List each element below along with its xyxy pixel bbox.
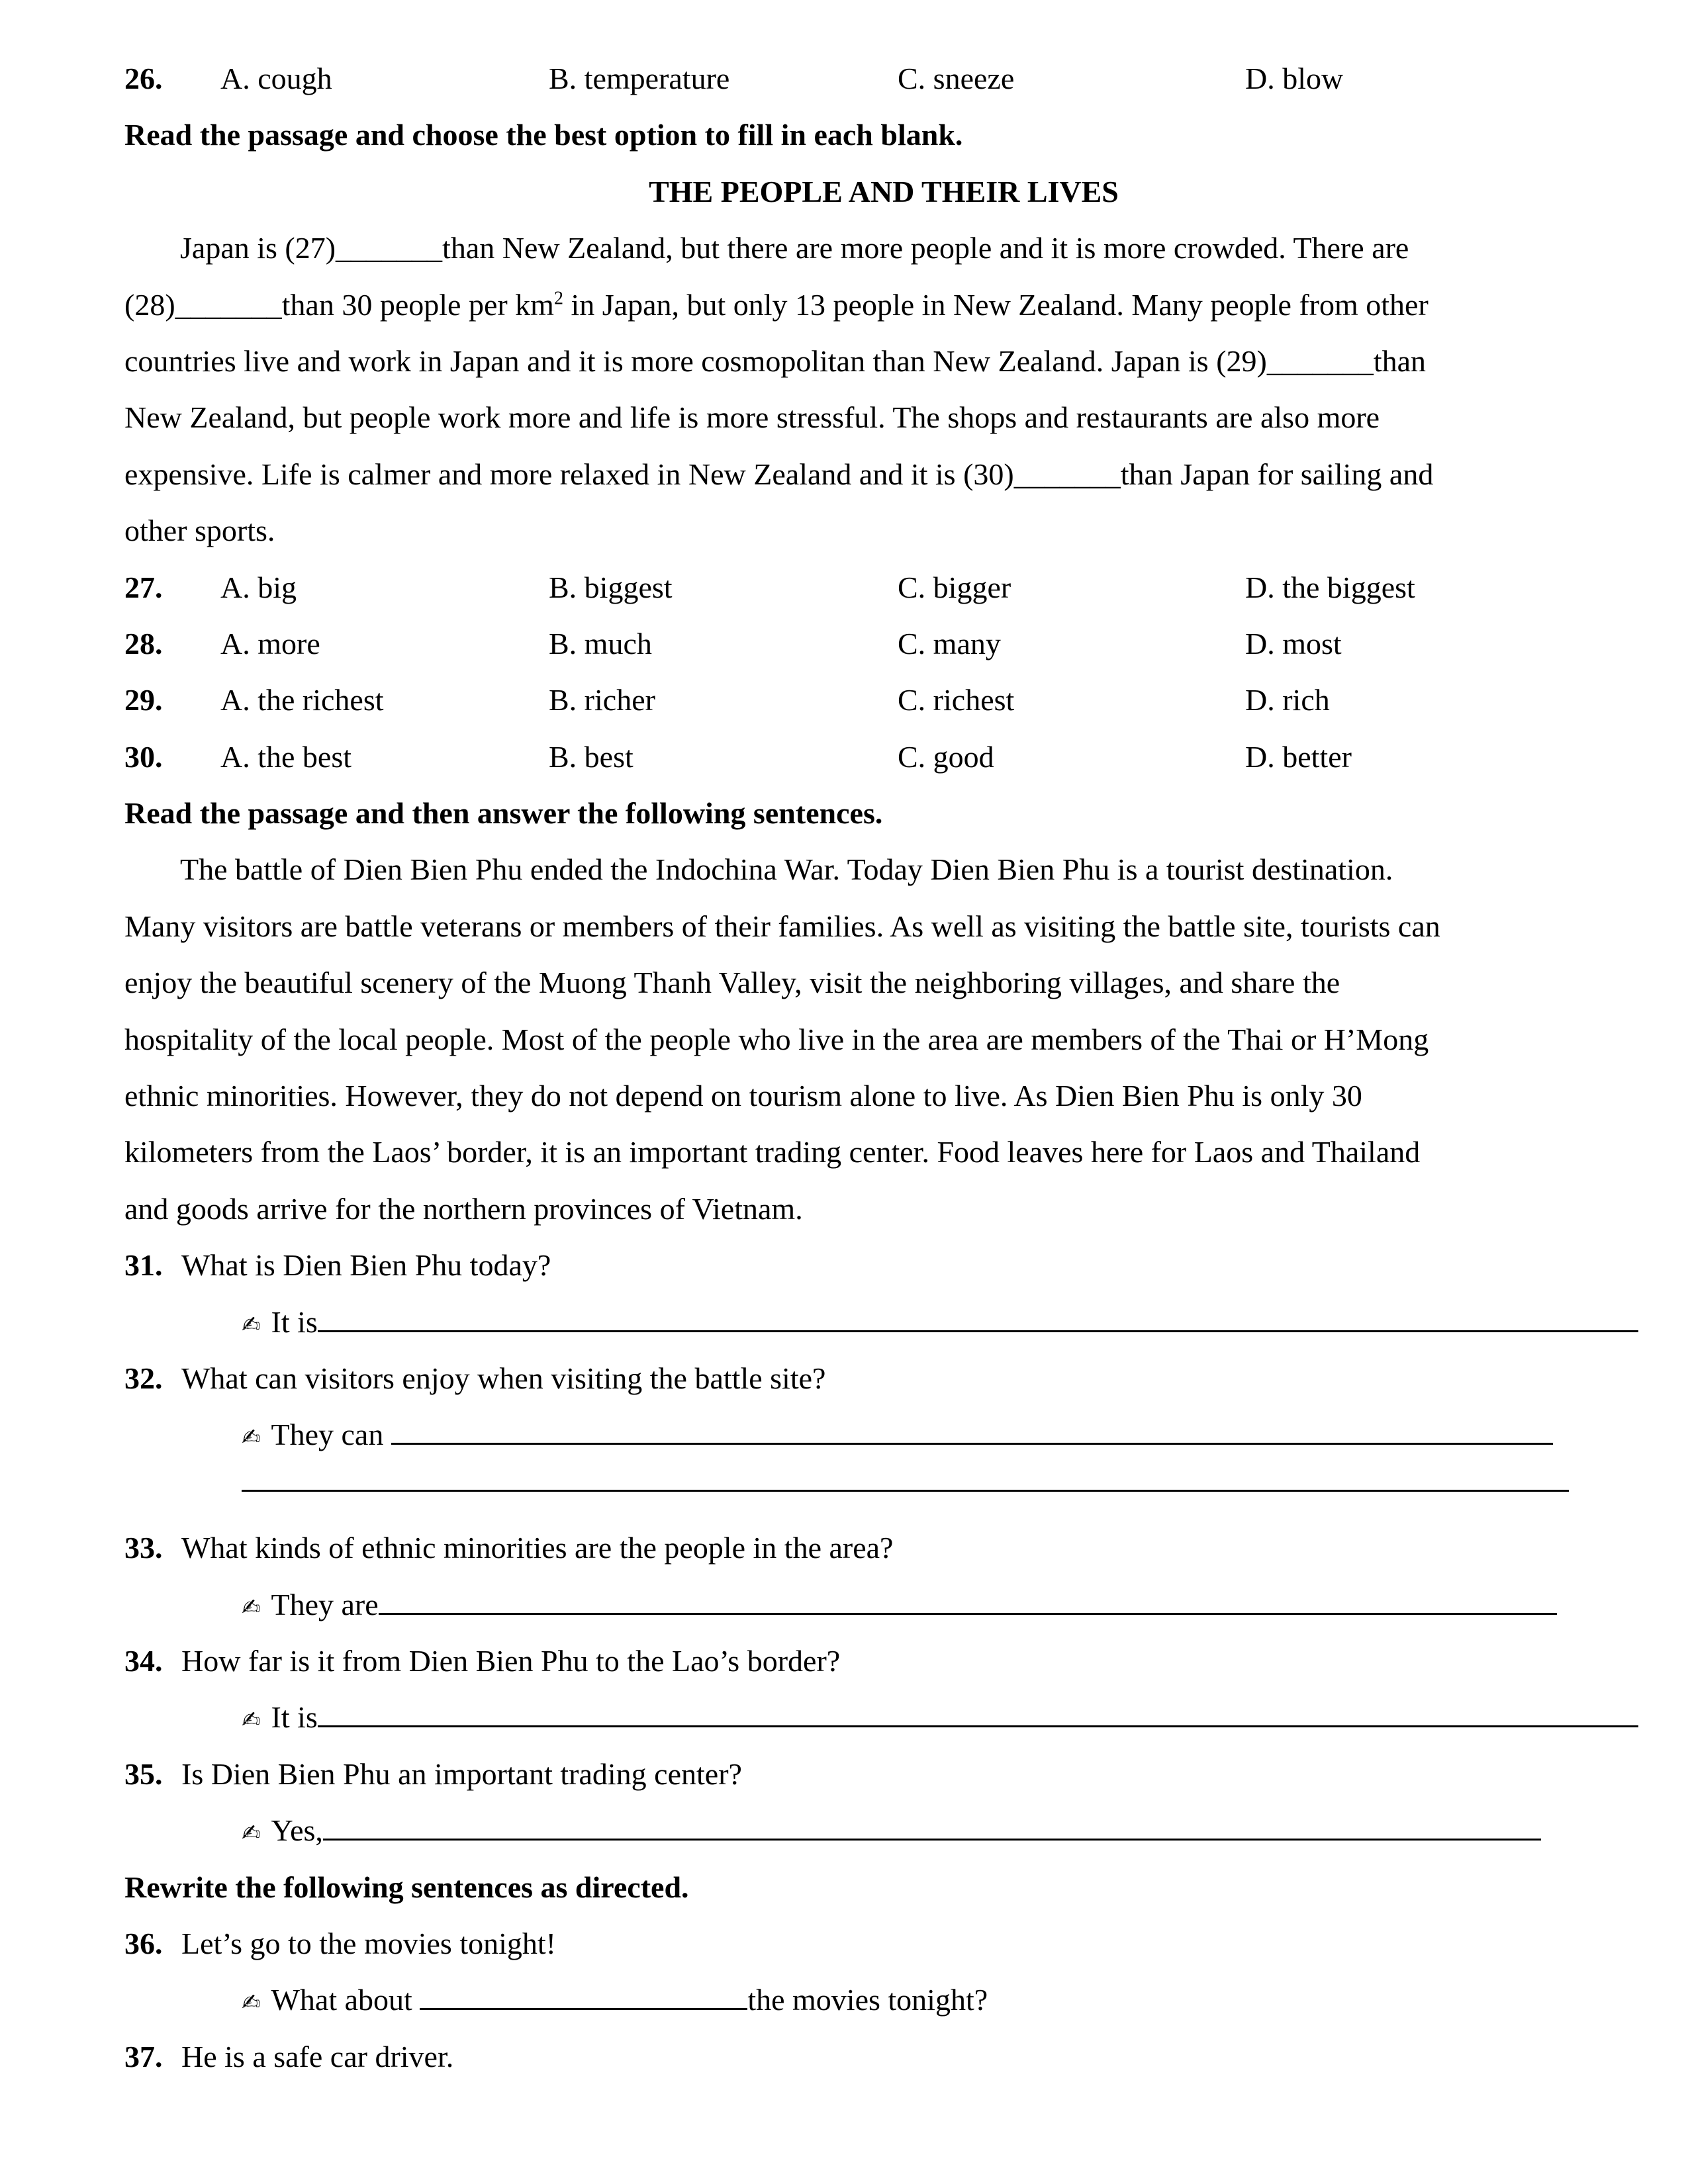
passage-line: New Zealand, but people work more and life is more stressful. The shops and restaurants are also more bbox=[124, 400, 1380, 435]
section-instruction: Rewrite the following sentences as directed. bbox=[124, 1870, 689, 1904]
question-number: 34. bbox=[124, 1643, 163, 1678]
question-text: What kinds of ethnic minorities are the people in the area? bbox=[181, 1531, 894, 1565]
passage-line: and goods arrive for the northern provinces of Vietnam. bbox=[124, 1191, 803, 1226]
question-text: He is a safe car driver. bbox=[181, 2039, 454, 2073]
answer-31 bbox=[0, 1294, 1688, 1350]
question-number: 32. bbox=[124, 1361, 163, 1395]
option-b: B. much bbox=[549, 626, 652, 660]
answer-32 bbox=[0, 1406, 1688, 1463]
option-a: A. big bbox=[220, 570, 297, 604]
answer-34 bbox=[0, 1689, 1688, 1745]
option-a: A. the best bbox=[220, 739, 352, 774]
answer-blank[interactable] bbox=[242, 1463, 1569, 1492]
question-29-options bbox=[0, 672, 1688, 728]
question-text: What is Dien Bien Phu today? bbox=[181, 1248, 551, 1283]
question-number: 33. bbox=[124, 1531, 163, 1565]
answer-36 bbox=[0, 1972, 1688, 2028]
passage-title: THE PEOPLE AND THEIR LIVES bbox=[649, 174, 1119, 208]
answer-suffix: the movies tonight? bbox=[747, 1983, 988, 2017]
option-d: D. better bbox=[1245, 739, 1352, 774]
question-number: 30. bbox=[124, 739, 163, 774]
question-28-options bbox=[0, 615, 1688, 672]
option-c: C. bigger bbox=[898, 570, 1011, 604]
answer-32-continuation bbox=[0, 1463, 1688, 1520]
passage-line: expensive. Life is calmer and more relaxed in New Zealand and it is (30)_______than Japan for sailing and bbox=[124, 457, 1434, 491]
answer-blank[interactable] bbox=[318, 1304, 1638, 1332]
option-b: B. temperature bbox=[549, 62, 730, 95]
question-text: Is Dien Bien Phu an important trading center? bbox=[181, 1756, 742, 1791]
superscript: 2 bbox=[553, 288, 563, 309]
question-number: 28. bbox=[124, 626, 163, 660]
passage-line: enjoy the beautiful scenery of the Muong Thanh Valley, visit the neighboring villages, and share the bbox=[124, 966, 1340, 1000]
option-d: D. most bbox=[1245, 626, 1342, 660]
question-text: Let’s go to the movies tonight! bbox=[181, 1926, 556, 1960]
question-27-options bbox=[0, 559, 1688, 615]
option-d: D. rich bbox=[1245, 683, 1330, 717]
writing-hand-icon: ✍ bbox=[242, 1707, 261, 1734]
question-number: 26. bbox=[124, 62, 163, 95]
answer-prompt: It is bbox=[271, 1700, 318, 1735]
option-c: C. many bbox=[898, 626, 1001, 660]
option-a: A. cough bbox=[220, 62, 332, 95]
question-26-options bbox=[0, 50, 1688, 107]
option-c: C. sneeze bbox=[898, 62, 1015, 95]
question-30-options bbox=[0, 729, 1688, 785]
passage-line: kilometers from the Laos’ border, it is an important trading center. Food leaves here for Laos and Thailand bbox=[124, 1135, 1421, 1169]
question-32 bbox=[0, 1350, 1688, 1406]
text: in Japan, but only 13 people in New Zealand. Many people from other bbox=[563, 287, 1429, 322]
passage-line: Japan is (27)_______than New Zealand, but there are more people and it is more crowded. There are bbox=[180, 231, 1409, 265]
section-instruction: Read the passage and then answer the following sentences. bbox=[124, 796, 883, 831]
writing-hand-icon: ✍ bbox=[242, 1311, 261, 1338]
answer-prompt: Yes, bbox=[271, 1813, 323, 1848]
question-number: 27. bbox=[124, 570, 163, 604]
option-d: D. the biggest bbox=[1245, 570, 1415, 604]
option-a: A. the richest bbox=[220, 683, 384, 717]
writing-hand-icon: ✍ bbox=[242, 1424, 261, 1451]
question-number: 36. bbox=[124, 1926, 163, 1960]
section-instruction: Read the passage and choose the best option to fill in each blank. bbox=[124, 118, 963, 152]
passage-line: hospitality of the local people. Most of the people who live in the area are members of the Thai or H’Mong bbox=[124, 1022, 1429, 1056]
question-33 bbox=[0, 1520, 1688, 1576]
document-page bbox=[0, 50, 1688, 2085]
question-text: How far is it from Dien Bien Phu to the Lao’s border? bbox=[181, 1643, 841, 1678]
passage-line: other sports. bbox=[124, 514, 275, 548]
option-d: D. blow bbox=[1245, 62, 1344, 95]
writing-hand-icon: ✍ bbox=[242, 1989, 261, 2017]
question-number: 35. bbox=[124, 1756, 163, 1791]
answer-prompt: They can bbox=[271, 1418, 391, 1452]
question-35 bbox=[0, 1746, 1688, 1802]
answer-35 bbox=[0, 1802, 1688, 1858]
question-34 bbox=[0, 1633, 1688, 1689]
answer-prompt: What about bbox=[271, 1983, 420, 2017]
question-31 bbox=[0, 1237, 1688, 1293]
answer-blank[interactable] bbox=[318, 1699, 1638, 1727]
writing-hand-icon: ✍ bbox=[242, 1820, 261, 1847]
text: (28)_______than 30 people per km bbox=[124, 287, 554, 322]
answer-blank[interactable] bbox=[323, 1812, 1541, 1841]
option-c: C. richest bbox=[898, 683, 1015, 717]
option-b: B. biggest bbox=[549, 570, 673, 604]
passage-line: ethnic minorities. However, they do not depend on tourism alone to live. As Dien Bien Phu is only 30 bbox=[124, 1079, 1362, 1113]
option-b: B. richer bbox=[549, 683, 655, 717]
question-number: 31. bbox=[124, 1248, 163, 1283]
answer-blank[interactable] bbox=[391, 1416, 1553, 1445]
option-b: B. best bbox=[549, 739, 633, 774]
answer-prompt: It is bbox=[271, 1304, 318, 1339]
writing-hand-icon: ✍ bbox=[242, 1594, 261, 1621]
answer-blank[interactable] bbox=[420, 1981, 747, 2010]
answer-prompt: They are bbox=[271, 1587, 379, 1621]
question-text: What can visitors enjoy when visiting the battle site? bbox=[181, 1361, 826, 1395]
option-c: C. good bbox=[898, 739, 994, 774]
passage-line: Many visitors are battle veterans or members of their families. As well as visiting the battle site, tourists can bbox=[124, 909, 1440, 943]
question-36 bbox=[0, 1915, 1688, 1972]
passage-line: The battle of Dien Bien Phu ended the Indochina War. Today Dien Bien Phu is a tourist destination. bbox=[180, 852, 1393, 887]
answer-blank[interactable] bbox=[379, 1586, 1557, 1615]
passage-line: countries live and work in Japan and it is more cosmopolitan than New Zealand. Japan is (29)_______than bbox=[124, 343, 1427, 378]
passage-line bbox=[0, 277, 1688, 333]
question-37 bbox=[0, 2028, 1688, 2085]
option-a: A. more bbox=[220, 626, 320, 660]
question-number: 37. bbox=[124, 2039, 163, 2073]
answer-33 bbox=[0, 1576, 1688, 1633]
question-number: 29. bbox=[124, 683, 163, 717]
